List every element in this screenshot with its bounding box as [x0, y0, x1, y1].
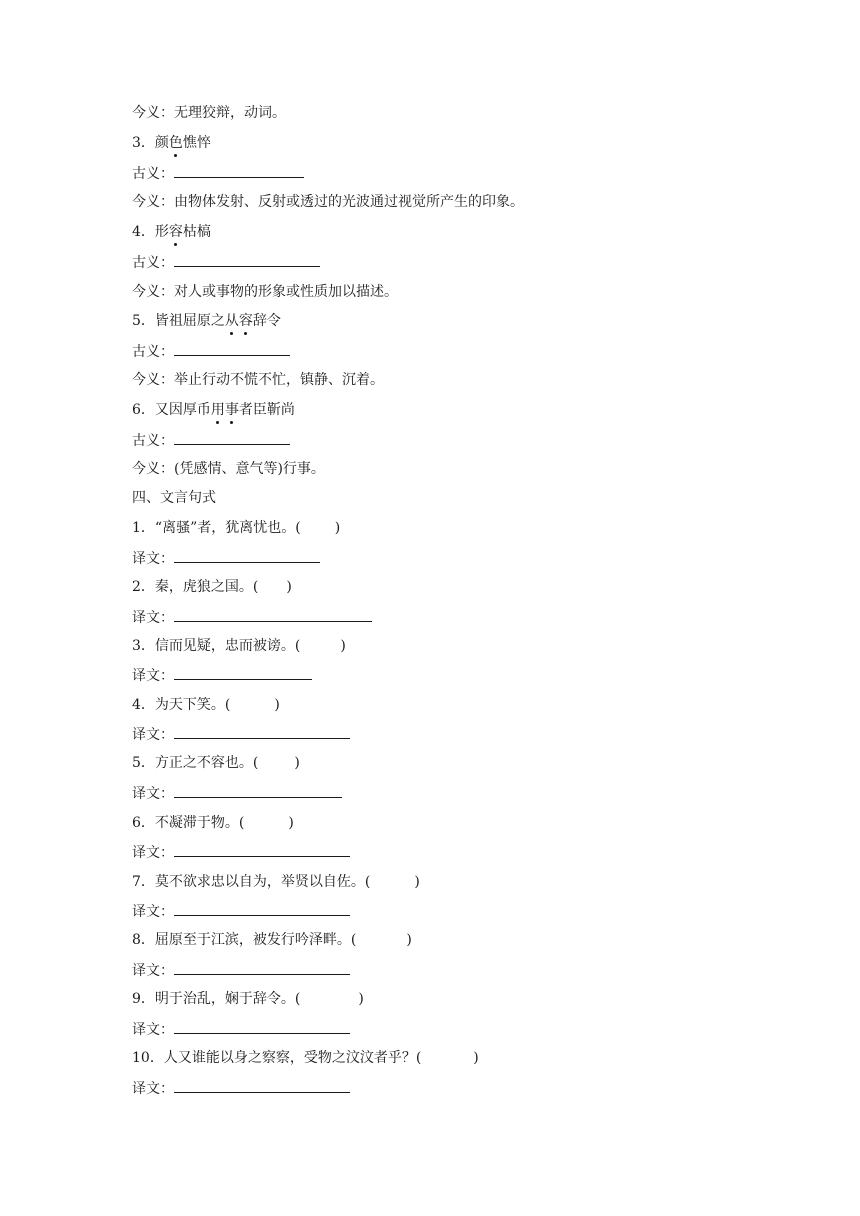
answer-blank[interactable]	[174, 1078, 350, 1093]
item-number: 4．	[132, 224, 155, 240]
field-label: 译文：	[132, 904, 174, 920]
phrase-text: 者臣靳尚	[238, 402, 295, 418]
answer-blank[interactable]	[174, 960, 350, 975]
emphasis-char: 容	[238, 313, 253, 329]
emphasis-char: 用	[210, 402, 225, 418]
answer-blank[interactable]	[174, 607, 372, 622]
item-number: 2．	[132, 579, 155, 595]
question-item	[132, 222, 211, 242]
question-item	[132, 133, 211, 153]
answer-line	[132, 252, 320, 272]
answer-blank[interactable]	[174, 163, 304, 178]
line-text: 对人或事物的形象或性质加以描述。	[174, 284, 398, 300]
field-label: 今义：	[132, 461, 174, 477]
answer-paren[interactable]: ( )	[415, 1050, 479, 1066]
answer-paren[interactable]: ( )	[224, 697, 280, 713]
answer-paren[interactable]: ( )	[294, 991, 364, 1007]
answer-blank[interactable]	[174, 901, 350, 916]
question-item	[132, 636, 346, 656]
answer-blank[interactable]	[174, 724, 350, 739]
question-item	[132, 1048, 479, 1068]
item-number: 4．	[132, 697, 155, 713]
answer-blank[interactable]	[174, 665, 312, 680]
answer-blank[interactable]	[174, 252, 320, 267]
field-label: 今义：	[132, 284, 174, 300]
answer-paren[interactable]: ( )	[238, 815, 294, 831]
answer-line	[132, 665, 312, 685]
field-label: 译文：	[132, 786, 174, 802]
answer-blank[interactable]	[174, 783, 342, 798]
phrase-text: 颜	[154, 135, 169, 151]
field-label: 今义：	[132, 105, 174, 121]
text-line	[132, 488, 216, 508]
field-label: 古义：	[132, 344, 174, 360]
field-label: 译文：	[132, 963, 174, 979]
emphasis-char: 色	[168, 135, 183, 151]
answer-line	[132, 783, 342, 803]
text-line	[132, 103, 286, 123]
line-text: 无理狡辩，动词。	[174, 105, 286, 121]
phrase-text: 形	[154, 224, 169, 240]
answer-line	[132, 430, 290, 450]
line-text: 举止行动不慌不忙，镇静、沉着。	[174, 372, 384, 388]
field-label: 译文：	[132, 727, 174, 743]
answer-blank[interactable]	[174, 842, 350, 857]
answer-line	[132, 901, 350, 921]
question-item	[132, 577, 292, 597]
question-item	[132, 518, 340, 538]
field-label: 译文：	[132, 1022, 174, 1038]
field-label: 译文：	[132, 610, 174, 626]
question-item	[132, 695, 280, 715]
item-number: 7．	[132, 874, 155, 890]
line-text: 不凝滞于物。	[154, 815, 239, 831]
answer-line	[132, 548, 320, 568]
question-item	[132, 753, 300, 773]
emphasis-char: 从	[224, 313, 239, 329]
answer-paren[interactable]: ( )	[252, 579, 292, 595]
field-label: 古义：	[132, 433, 174, 449]
field-label: 今义：	[132, 372, 174, 388]
line-text: 由物体发射、反射或透过的光波通过视觉所产生的印象。	[174, 194, 524, 210]
line-text: 明于治乱，娴于辞令。	[154, 991, 295, 1007]
item-number: 8．	[132, 932, 155, 948]
answer-line	[132, 1078, 350, 1098]
answer-line	[132, 163, 304, 183]
item-number: 5．	[132, 755, 155, 771]
phrase-text: 皆祖屈原之	[154, 313, 225, 329]
answer-line	[132, 842, 350, 862]
item-number: 9．	[132, 991, 155, 1007]
line-text: 信而见疑，忠而被谤。	[154, 638, 295, 654]
answer-blank[interactable]	[174, 341, 290, 356]
answer-blank[interactable]	[174, 548, 320, 563]
line-text: 为天下笑。	[154, 697, 225, 713]
answer-blank[interactable]	[174, 1019, 350, 1034]
field-label: 译文：	[132, 845, 174, 861]
line-text: 方正之不容也。	[154, 755, 253, 771]
question-item	[132, 400, 295, 420]
item-number: 1．	[132, 520, 155, 536]
text-line	[132, 370, 384, 390]
item-number: 3．	[132, 638, 155, 654]
answer-line	[132, 724, 350, 744]
question-item	[132, 872, 420, 892]
emphasis-char: 事	[224, 402, 239, 418]
answer-paren[interactable]: ( )	[252, 755, 300, 771]
phrase-text: 辞令	[252, 313, 281, 329]
item-number: 6．	[132, 815, 155, 831]
answer-line	[132, 341, 290, 361]
answer-paren[interactable]: ( )	[350, 932, 412, 948]
phrase-text: 憔悴	[182, 135, 211, 151]
text-line	[132, 459, 325, 479]
emphasis-char: 容	[168, 224, 183, 240]
item-number: 6．	[132, 402, 155, 418]
item-number: 3．	[132, 135, 155, 151]
line-text: “离骚”者，犹离忧也。	[154, 520, 296, 536]
answer-paren[interactable]: ( )	[294, 638, 346, 654]
answer-line	[132, 1019, 350, 1039]
line-text: 人又谁能以身之察察，受物之汶汶者乎？	[163, 1050, 416, 1066]
field-label: 译文：	[132, 668, 174, 684]
field-label: 古义：	[132, 166, 174, 182]
question-item	[132, 311, 281, 331]
text-line	[132, 282, 398, 302]
answer-blank[interactable]	[174, 430, 290, 445]
item-number: 10．	[132, 1050, 164, 1066]
item-number: 5．	[132, 313, 155, 329]
answer-paren[interactable]: ( )	[364, 874, 420, 890]
phrase-text: 枯槁	[182, 224, 211, 240]
question-item	[132, 813, 294, 833]
line-text: 屈原至于江滨，被发行吟泽畔。	[154, 932, 351, 948]
answer-line	[132, 960, 350, 980]
field-label: 译文：	[132, 1081, 174, 1097]
line-text: (凭感情、意气等)行事。	[174, 461, 325, 477]
answer-paren[interactable]: ( )	[295, 520, 341, 536]
phrase-text: 又因厚币	[154, 402, 211, 418]
answer-line	[132, 607, 372, 627]
field-label: 译文：	[132, 551, 174, 567]
line-text: 四、文言句式	[132, 490, 216, 506]
question-item	[132, 989, 364, 1009]
line-text: 莫不欲求忠以自为，举贤以自佐。	[154, 874, 365, 890]
text-line	[132, 192, 524, 212]
question-item	[132, 930, 412, 950]
field-label: 今义：	[132, 194, 174, 210]
field-label: 古义：	[132, 255, 174, 271]
line-text: 秦，虎狼之国。	[154, 579, 253, 595]
